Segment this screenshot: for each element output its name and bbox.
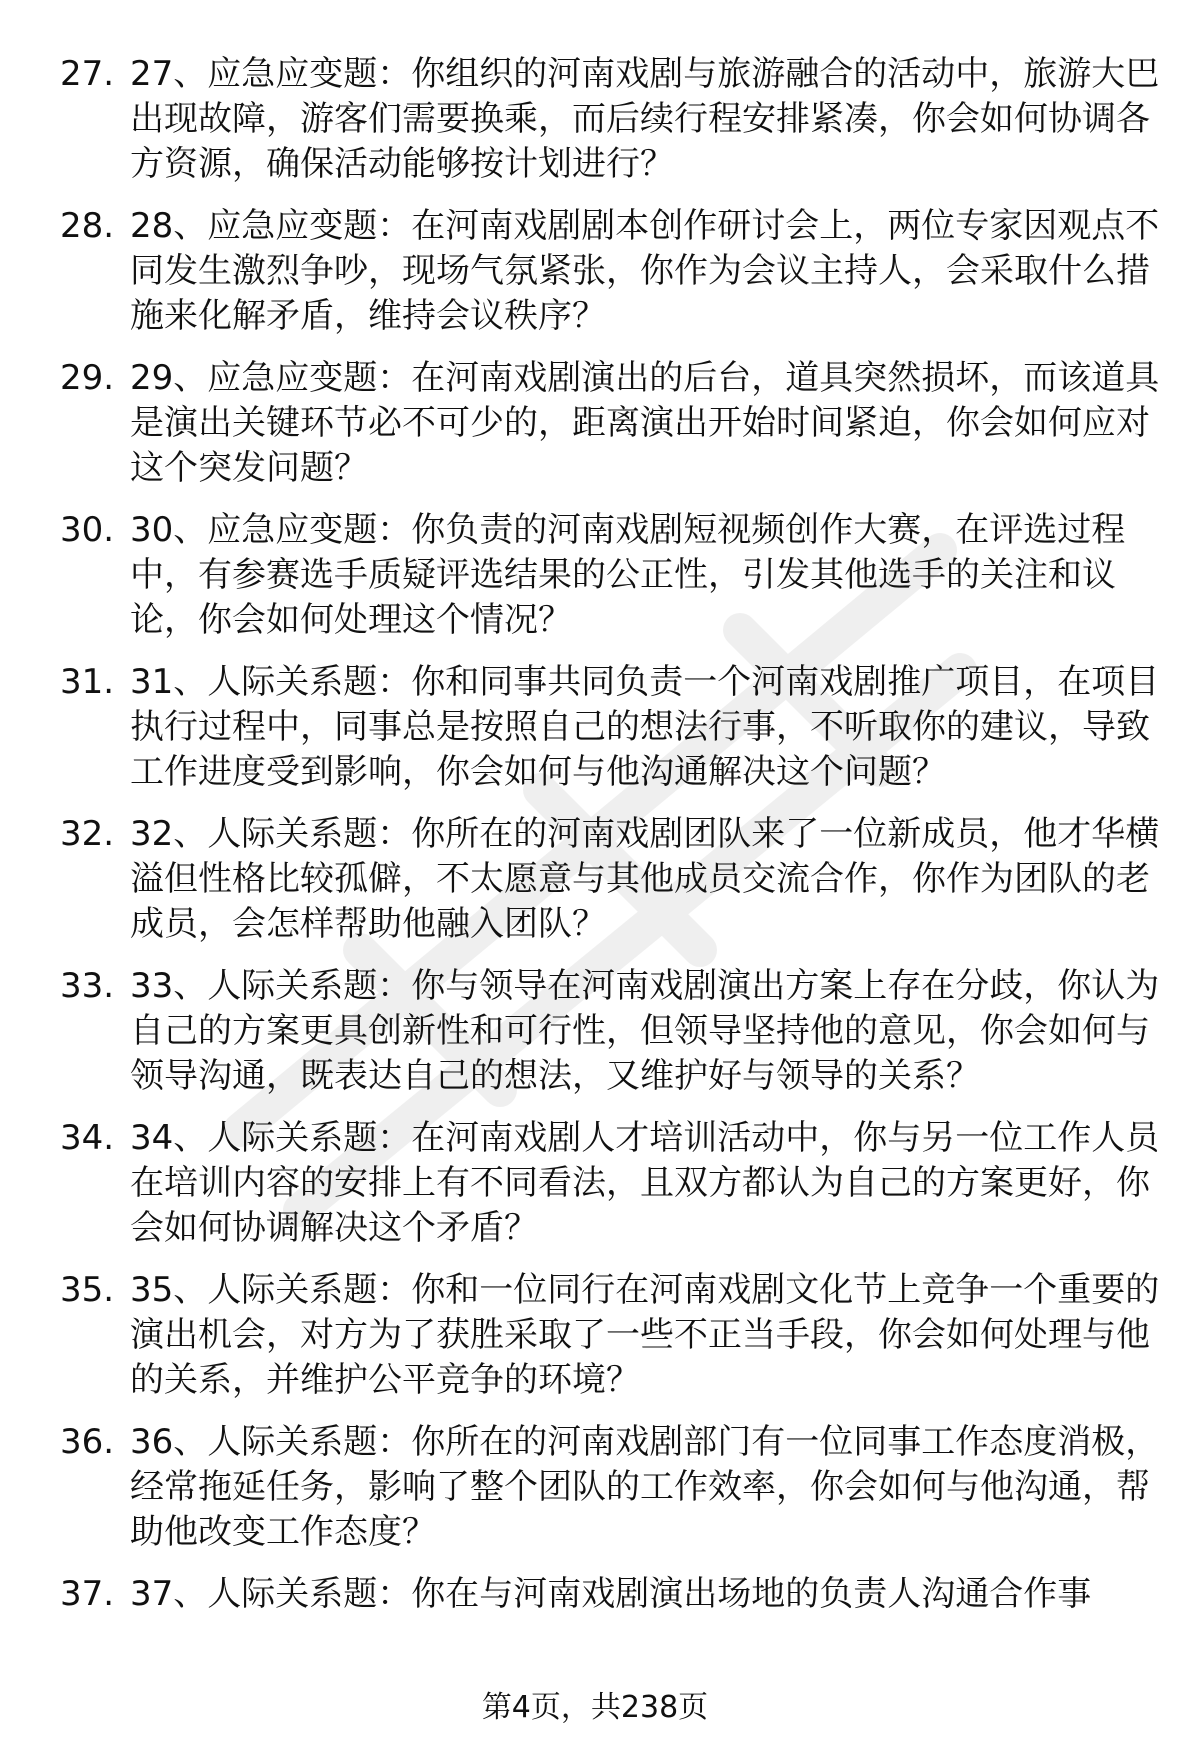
question-item bbox=[60, 204, 1160, 339]
question-number: 37. bbox=[60, 1574, 115, 1614]
question-text: 34、人际关系题：在河南戏剧人才培训活动中，你与另一位工作人员在培训内容的安排上有不同看法，且双方都认为自己的方案更好，你会如何协调解决这个矛盾？ bbox=[130, 1118, 1160, 1248]
question-item bbox=[60, 52, 1160, 187]
question-text: 35、人际关系题：你和一位同行在河南戏剧文化节上竞争一个重要的演出机会，对方为了获胜采取了一些不正当手段，你会如何处理与他的关系，并维护公平竞争的环境？ bbox=[130, 1270, 1160, 1400]
question-number: 36. bbox=[60, 1422, 115, 1462]
question-number: 30. bbox=[60, 510, 115, 550]
question-text: 32、人际关系题：你所在的河南戏剧团队来了一位新成员，他才华横溢但性格比较孤僻，不太愿意与其他成员交流合作，你作为团队的老成员，会怎样帮助他融入团队？ bbox=[130, 814, 1160, 944]
question-text: 37、人际关系题：你在与河南戏剧演出场地的负责人沟通合作事 bbox=[130, 1574, 1092, 1614]
question-list bbox=[60, 52, 1160, 1634]
question-number: 34. bbox=[60, 1118, 115, 1158]
question-text: 27、应急应变题：你组织的河南戏剧与旅游融合的活动中，旅游大巴出现故障，游客们需要换乘，而后续行程安排紧凑，你会如何协调各方资源，确保活动能够按计划进行？ bbox=[130, 54, 1160, 184]
question-item bbox=[60, 508, 1160, 643]
question-number: 28. bbox=[60, 206, 115, 246]
question-number: 31. bbox=[60, 662, 115, 702]
question-text: 36、人际关系题：你所在的河南戏剧部门有一位同事工作态度消极，经常拖延任务，影响了整个团队的工作效率，你会如何与他沟通，帮助他改变工作态度？ bbox=[130, 1422, 1160, 1552]
question-item bbox=[60, 1420, 1160, 1555]
question-number: 35. bbox=[60, 1270, 115, 1310]
question-number: 32. bbox=[60, 814, 115, 854]
question-item bbox=[60, 1572, 1160, 1617]
question-number: 33. bbox=[60, 966, 115, 1006]
question-item bbox=[60, 356, 1160, 491]
question-item bbox=[60, 1116, 1160, 1251]
question-text: 30、应急应变题：你负责的河南戏剧短视频创作大赛，在评选过程中，有参赛选手质疑评选结果的公正性，引发其他选手的关注和议论，你会如何处理这个情况？ bbox=[130, 510, 1126, 640]
question-item bbox=[60, 1268, 1160, 1403]
question-text: 28、应急应变题：在河南戏剧剧本创作研讨会上，两位专家因观点不同发生激烈争吵，现场气氛紧张，你作为会议主持人，会采取什么措施来化解矛盾，维持会议秩序？ bbox=[130, 206, 1160, 336]
question-text: 29、应急应变题：在河南戏剧演出的后台，道具突然损坏，而该道具是演出关键环节必不可少的，距离演出开始时间紧迫，你会如何应对这个突发问题？ bbox=[130, 358, 1160, 488]
question-text: 31、人际关系题：你和同事共同负责一个河南戏剧推广项目，在项目执行过程中，同事总是按照自己的想法行事，不听取你的建议，导致工作进度受到影响，你会如何与他沟通解决这个问题？ bbox=[130, 662, 1160, 792]
question-item bbox=[60, 812, 1160, 947]
question-item bbox=[60, 964, 1160, 1099]
question-item bbox=[60, 660, 1160, 795]
page-footer: 第4页，共238页 bbox=[481, 1690, 709, 1725]
question-text: 33、人际关系题：你与领导在河南戏剧演出方案上存在分歧，你认为自己的方案更具创新性和可行性，但领导坚持他的意见，你会如何与领导沟通，既表达自己的想法，又维护好与领导的关系？ bbox=[130, 966, 1160, 1096]
question-number: 29. bbox=[60, 358, 115, 398]
question-number: 27. bbox=[60, 54, 115, 94]
